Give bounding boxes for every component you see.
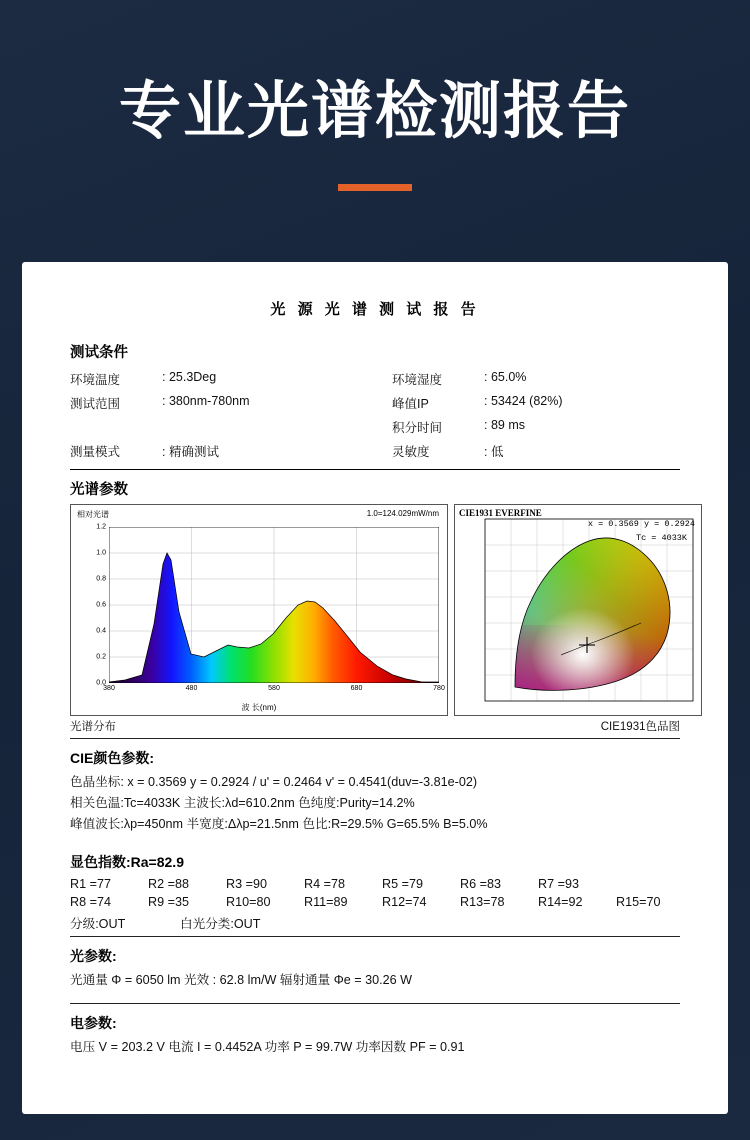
cri-value: R7 =93 xyxy=(538,877,579,891)
divider xyxy=(70,469,680,470)
cri-value: R11=89 xyxy=(304,895,348,909)
electric-params-line: 电压 V = 203.2 V 电流 I = 0.4452A 功率 P = 99.7W 功率因数 PF = 0.91 xyxy=(70,1040,465,1054)
cri-value: R4 =78 xyxy=(304,877,345,891)
spd-svg xyxy=(109,527,439,683)
cond-value-2: : 53424 (82%) xyxy=(484,394,563,408)
cond-label-2: 环境湿度 xyxy=(392,373,443,387)
chart-captions xyxy=(70,718,680,734)
spd-plot-area xyxy=(96,523,445,692)
spd-xaxis-title: 波 长(nm) xyxy=(241,703,277,712)
cri-row-1 xyxy=(70,877,702,891)
report-card xyxy=(22,262,728,1114)
cri-value: R9 =35 xyxy=(148,895,189,909)
white-classification: 白光分类:OUT xyxy=(180,917,261,931)
cond-label-2: 灵敏度 xyxy=(392,445,430,459)
cond-label: 环境温度 xyxy=(70,373,121,387)
cri-value: R5 =79 xyxy=(382,877,423,891)
spd-ytick: 0.4 xyxy=(96,627,106,635)
table-row xyxy=(70,391,710,415)
cri-value: R12=74 xyxy=(382,895,427,909)
test-conditions-table xyxy=(70,367,710,463)
electric-params-title: 电参数: xyxy=(70,1015,117,1031)
spd-caption: 光谱分布 xyxy=(70,721,116,733)
cri-value: R6 =83 xyxy=(460,877,501,891)
spd-ytick: 0.6 xyxy=(96,601,106,609)
charts-row xyxy=(70,504,702,716)
cond-value: : 25.3Deg xyxy=(162,370,217,384)
spd-ytick: 1.2 xyxy=(96,523,106,531)
spectrum-section-title: 光谱参数 xyxy=(70,482,128,498)
cond-label: 测试范围 xyxy=(70,397,121,411)
cri-value: R15=70 xyxy=(616,895,661,909)
light-params-title: 光参数: xyxy=(70,948,117,964)
cri-value: R10=80 xyxy=(226,895,271,909)
cri-value: R2 =88 xyxy=(148,877,189,891)
cond-label-2: 峰值IP xyxy=(392,397,429,411)
spd-xtick: 580 xyxy=(268,685,280,692)
report-heading: 光 源 光 谱 测 试 报 告 xyxy=(270,301,480,318)
cond-label xyxy=(70,415,162,439)
cie-chart xyxy=(454,504,702,716)
divider xyxy=(70,1003,680,1004)
cie-params-line-1: 色晶坐标: x = 0.3569 y = 0.2924 / u' = 0.2464 v' = 0.4541(duv=-3.81e-02) xyxy=(70,775,478,789)
cond-value: : 380nm-780nm xyxy=(162,394,250,408)
table-row xyxy=(70,415,710,439)
hero-section xyxy=(0,0,750,191)
page-title: 专业光谱检测报告 xyxy=(118,77,631,146)
spd-xtick: 680 xyxy=(350,685,363,692)
cond-value-2: : 低 xyxy=(484,445,504,459)
cond-label: 测量模式 xyxy=(70,445,121,459)
cond-value-2: : 89 ms xyxy=(484,418,525,432)
spd-xtick: 480 xyxy=(185,685,198,692)
spd-ytick: 1.0 xyxy=(96,549,106,557)
cri-grade-row xyxy=(70,913,702,932)
cie-tc-annotation: Tc = 4033K xyxy=(635,533,687,543)
spd-xtick: 380 xyxy=(103,685,115,692)
test-conditions-title: 测试条件 xyxy=(70,345,128,361)
cri-row-2 xyxy=(70,895,702,909)
cie-params-title: CIE颜色参数: xyxy=(70,750,154,766)
table-row xyxy=(70,439,710,463)
spd-chart-title: 相对光谱 xyxy=(77,510,109,519)
cond-value-2: : 65.0% xyxy=(484,370,527,384)
cie-params-line-3: 峰值波长:λp=450nm 半宽度:Δλp=21.5nm 色比:R=29.5% G=65.5% B=5.0% xyxy=(70,817,488,831)
cie-coordinate-annotation: x = 0.3569 y = 0.2924 xyxy=(587,519,695,529)
cri-value: R14=92 xyxy=(538,895,583,909)
spd-ytick: 0.2 xyxy=(96,653,106,661)
spd-xtick: 780 xyxy=(433,685,445,692)
spd-chart-annotation: 1.0=124.029mW/nm xyxy=(366,509,439,518)
cond-label-2: 积分时间 xyxy=(392,421,443,435)
light-params-line: 光通量 Φ = 6050 lm 光效 : 62.8 lm/W 辐射通量 Φe = 30.26 W xyxy=(70,973,413,987)
divider xyxy=(70,936,680,937)
cond-value xyxy=(162,415,392,439)
cri-value: R13=78 xyxy=(460,895,505,909)
cie-params-line-2: 相关色温:Tc=4033K 主波长:λd=610.2nm 色纯度:Purity=14.2% xyxy=(70,796,415,810)
spd-chart xyxy=(70,504,448,716)
divider xyxy=(70,738,680,739)
cri-value: R1 =77 xyxy=(70,877,111,891)
cri-grade: 分级:OUT xyxy=(70,917,126,931)
cri-title: 显色指数:Ra=82.9 xyxy=(70,854,184,870)
cie-caption: CIE1931色品图 xyxy=(600,721,680,733)
spd-ytick: 0.0 xyxy=(96,679,106,687)
cie-chart-title: CIE1931 EVERFINE xyxy=(459,508,542,518)
spd-ytick: 0.8 xyxy=(96,575,106,583)
table-row xyxy=(70,367,710,391)
title-underline xyxy=(338,184,412,191)
cri-value: R8 =74 xyxy=(70,895,111,909)
cri-value: R3 =90 xyxy=(226,877,267,891)
cond-value: : 精确测试 xyxy=(162,445,219,459)
